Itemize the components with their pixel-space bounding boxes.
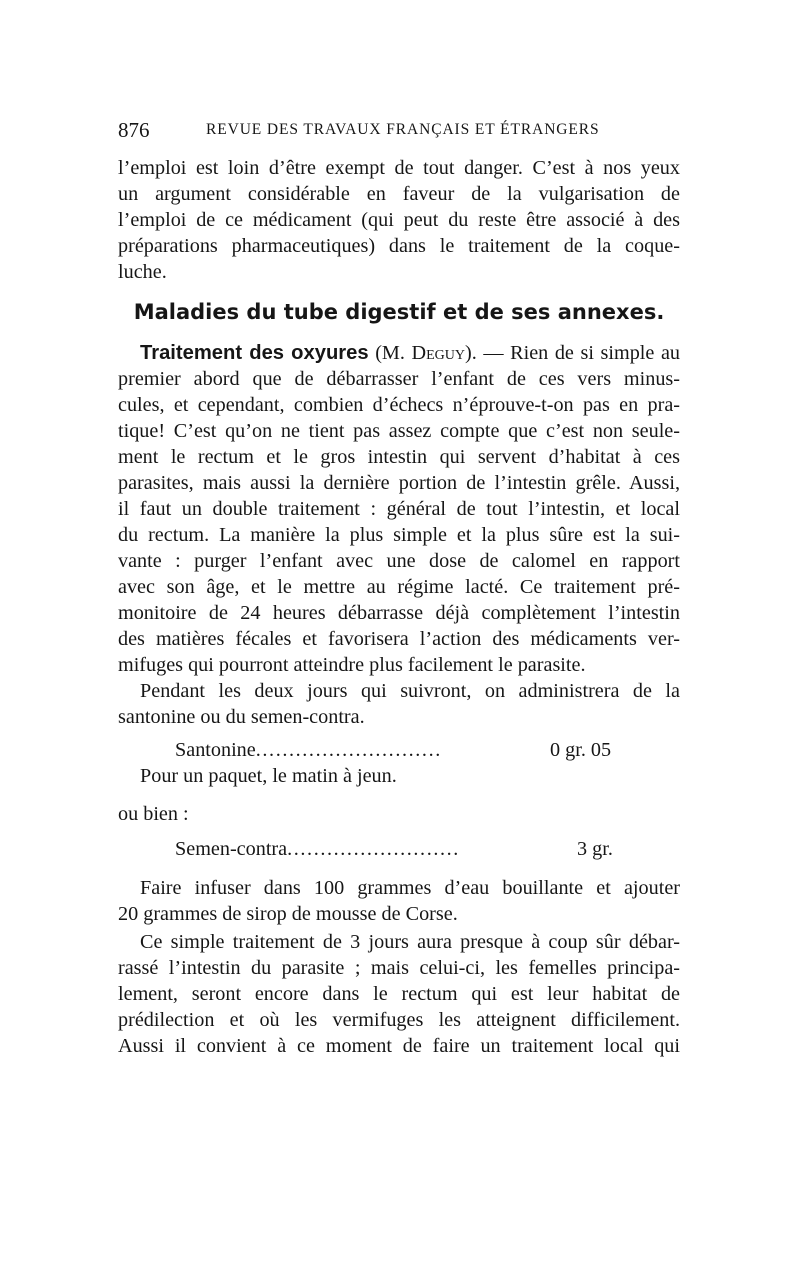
text-line: il faut un double traitement : général de tout l’intestin, et local: [118, 498, 680, 520]
text-line: Aussi il convient à ce moment de faire un traitement local qui: [118, 1035, 680, 1057]
author-open: (M.: [368, 342, 412, 364]
text-line: luche.: [118, 261, 167, 283]
text-line: tique! C’est qu’on ne tient pas assez compte que c’est non seule-: [118, 420, 680, 442]
text-line: l’emploi de ce médicament (qui peut du reste être associé à des: [118, 209, 680, 231]
text-line: parasites, mais aussi la dernière portion de l’intestin grêle. Aussi,: [118, 472, 680, 494]
text-line: mifuges qui pourront atteindre plus facilement le parasite.: [118, 654, 586, 676]
text-line: rassé l’intestin du parasite ; mais celui-ci, les femelles principa-: [118, 957, 680, 979]
text-line: ment le rectum et le gros intestin qui servent d’habitat à ces: [118, 446, 680, 468]
text-line: lement, seront encore dans le rectum qui est leur habitat de: [118, 983, 680, 1005]
text-line: vante : purger l’enfant avec une dose de calomel en rapport: [118, 550, 680, 572]
text-line: du rectum. La manière la plus simple et la plus sûre est la sui-: [118, 524, 680, 546]
text-line: avec son âge, et le mettre au régime lacté. Ce traitement pré-: [118, 576, 680, 598]
text-line: des matières fécales et favorisera l’action des médicaments ver-: [118, 628, 680, 650]
text-line: Faire infuser dans 100 grammes d’eau bouillante et ajouter: [140, 877, 680, 899]
text-line: premier abord que de débarrasser l’enfant de ces vers minus-: [118, 368, 680, 390]
text-line: préparations pharmaceutiques) dans le traitement de la coque-: [118, 235, 680, 257]
text-line: santonine ou du semen-contra.: [118, 706, 365, 728]
author-close: ). —: [464, 342, 511, 364]
formula-ingredient: [175, 836, 460, 862]
ingredient-name: Semen-contra: [175, 838, 288, 860]
page-number: 876: [118, 118, 150, 142]
text-line: Pendant les deux jours qui suivront, on administrera de la: [140, 680, 680, 702]
leader-dots: ..........................: [287, 838, 460, 860]
text-line: 20 grammes de sirop de mousse de Corse.: [118, 903, 458, 925]
text-line: l’emploi est loin d’être exempt de tout danger. C’est à nos yeux: [118, 157, 680, 179]
formula-instruction: Pour un paquet, le matin à jeun.: [140, 765, 397, 787]
text-line: un argument considérable en faveur de la vulgarisation de: [118, 183, 680, 205]
text-line: monitoire de 24 heures débarrasse déjà complètement l’intestin: [118, 602, 680, 624]
text-line: cules, et cependant, combien d’échecs n’éprouve-t-on pas en pra-: [118, 394, 680, 416]
formula-dose: 0 gr. 05: [550, 739, 612, 761]
formula-ingredient: [175, 737, 442, 763]
text-line: [140, 340, 680, 366]
page-header: [118, 118, 680, 144]
text-line: Ce simple traitement de 3 jours aura presque à coup sûr débar-: [140, 931, 680, 953]
formula-dose: 3 gr.: [577, 838, 613, 860]
text-run: Rien de si simple au: [510, 342, 680, 364]
ingredient-name: Santonine: [175, 739, 256, 761]
text-line: prédilection et où les vermifuges les atteignent difficilement.: [118, 1009, 680, 1031]
author-name: Deguy: [411, 342, 465, 364]
article-title: Traitement des oxyures: [140, 342, 369, 364]
section-heading: Maladies du tube digestif et de ses annexes.: [133, 300, 665, 324]
alternative-label: ou bien :: [118, 803, 189, 825]
running-title: REVUE DES TRAVAUX FRANÇAIS ET ÉTRANGERS: [206, 121, 600, 138]
leader-dots: ............................: [255, 739, 442, 761]
